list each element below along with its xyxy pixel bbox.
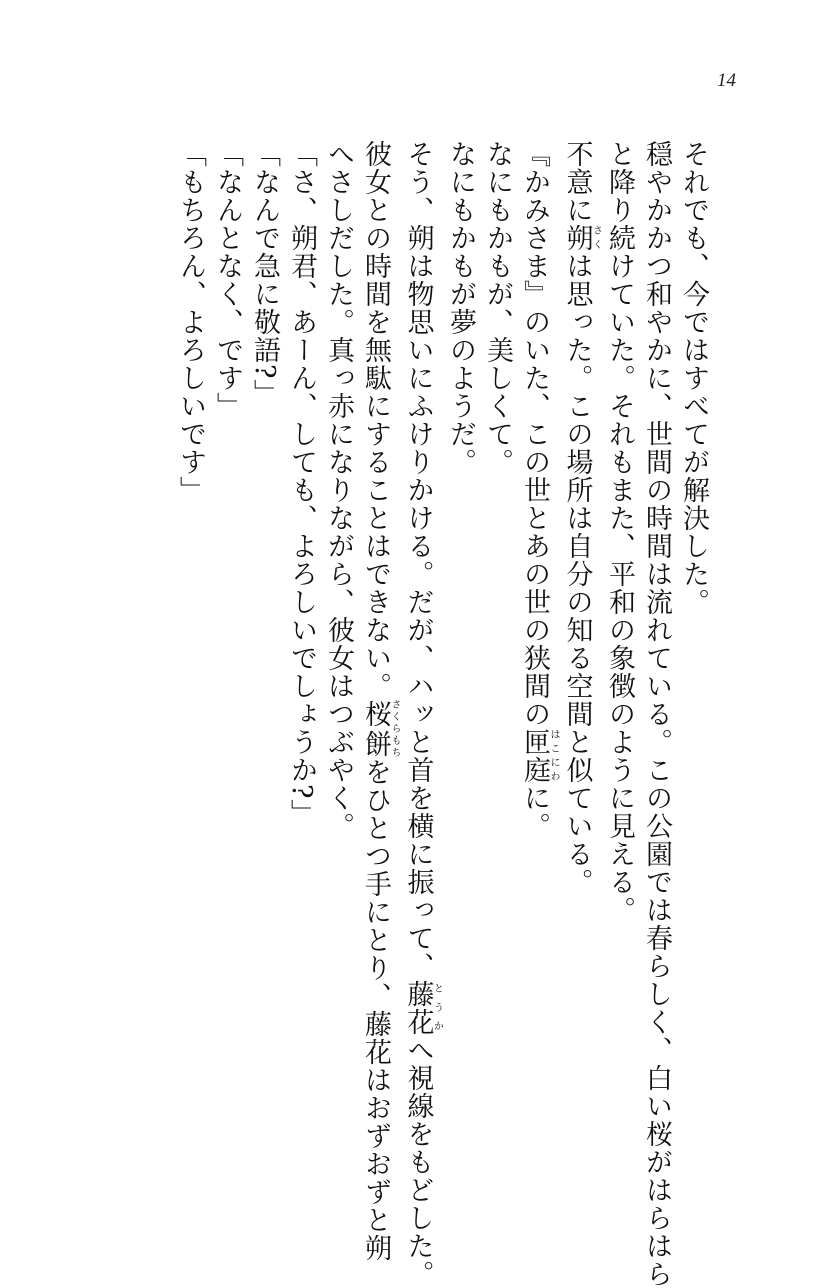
text-line [559,140,602,1140]
ruby-base: 匣庭 [519,728,550,784]
ruby-base: 朔 [561,224,593,252]
text-segment: と降り続けていた。それもまた、平和の象徴のように見える。 [604,140,635,924]
text-segment: 「なんとなく、です」 [212,140,243,420]
text-segment: へ視線をもどした。 [402,1036,434,1288]
ruby-word [402,980,443,1036]
text-line [172,140,209,1140]
text-segment: 「もちろん、よろしいです」 [175,140,206,504]
text-line [357,140,400,1262]
text-line [283,140,320,1140]
text-line [209,140,246,1140]
text-line [479,140,516,1140]
page-number: 14 [717,70,736,91]
text-segment: 「なんで急に敬語?」 [249,140,280,408]
text-segment: 「さ、朔君、あーん、しても、よろしいでしょうか?」 [286,140,317,828]
text-segment: は思った。この場所は自分の知る空間と似ている。 [561,252,593,896]
ruby-reading: さくらもち [389,699,400,759]
ruby-reading: さく [590,224,602,252]
text-segment: へさしだした。真っ赤になりながら、彼女はつぶやく。 [323,140,354,840]
ruby-base: 藤花 [402,980,434,1036]
text-line [516,140,559,1140]
ruby-word [519,728,559,784]
vertical-text-body [92,140,712,1288]
text-line [638,140,675,1288]
text-segment: 『かみさま』のいた、この世とあの世の狭間の [519,140,550,728]
text-segment: 不意に [561,140,593,224]
text-line [400,140,443,1288]
text-line [246,140,283,1140]
text-segment: それでも、今ではすべてが解決した。 [678,140,709,616]
text-segment: そう、朔は物思いにふけりかける。だが、ハッと首を横に振って、 [402,140,434,980]
text-segment: なにもかもが、美しくて。 [482,140,513,476]
ruby-base: 桜餅 [360,699,391,759]
text-line [675,140,712,1140]
text-line [442,140,479,1140]
ruby-reading: はこにわ [548,728,559,784]
text-segment: 彼女との時間を無駄にすることはできない。 [360,140,391,700]
ruby-reading: とうか [431,980,443,1036]
text-segment: をひとつ手にとり、藤花はおずおずと朔 [360,758,391,1262]
text-segment: に。 [519,784,550,840]
text-line [320,140,357,1140]
text-segment: 穏やかかつ和やかに、世間の時間は流れている。この公園では春らしく、白い桜がはらはら [641,140,672,1288]
text-segment: なにもかもが夢のようだ。 [445,140,476,476]
ruby-word [360,699,400,759]
text-line [601,140,638,1140]
ruby-word [561,224,602,252]
